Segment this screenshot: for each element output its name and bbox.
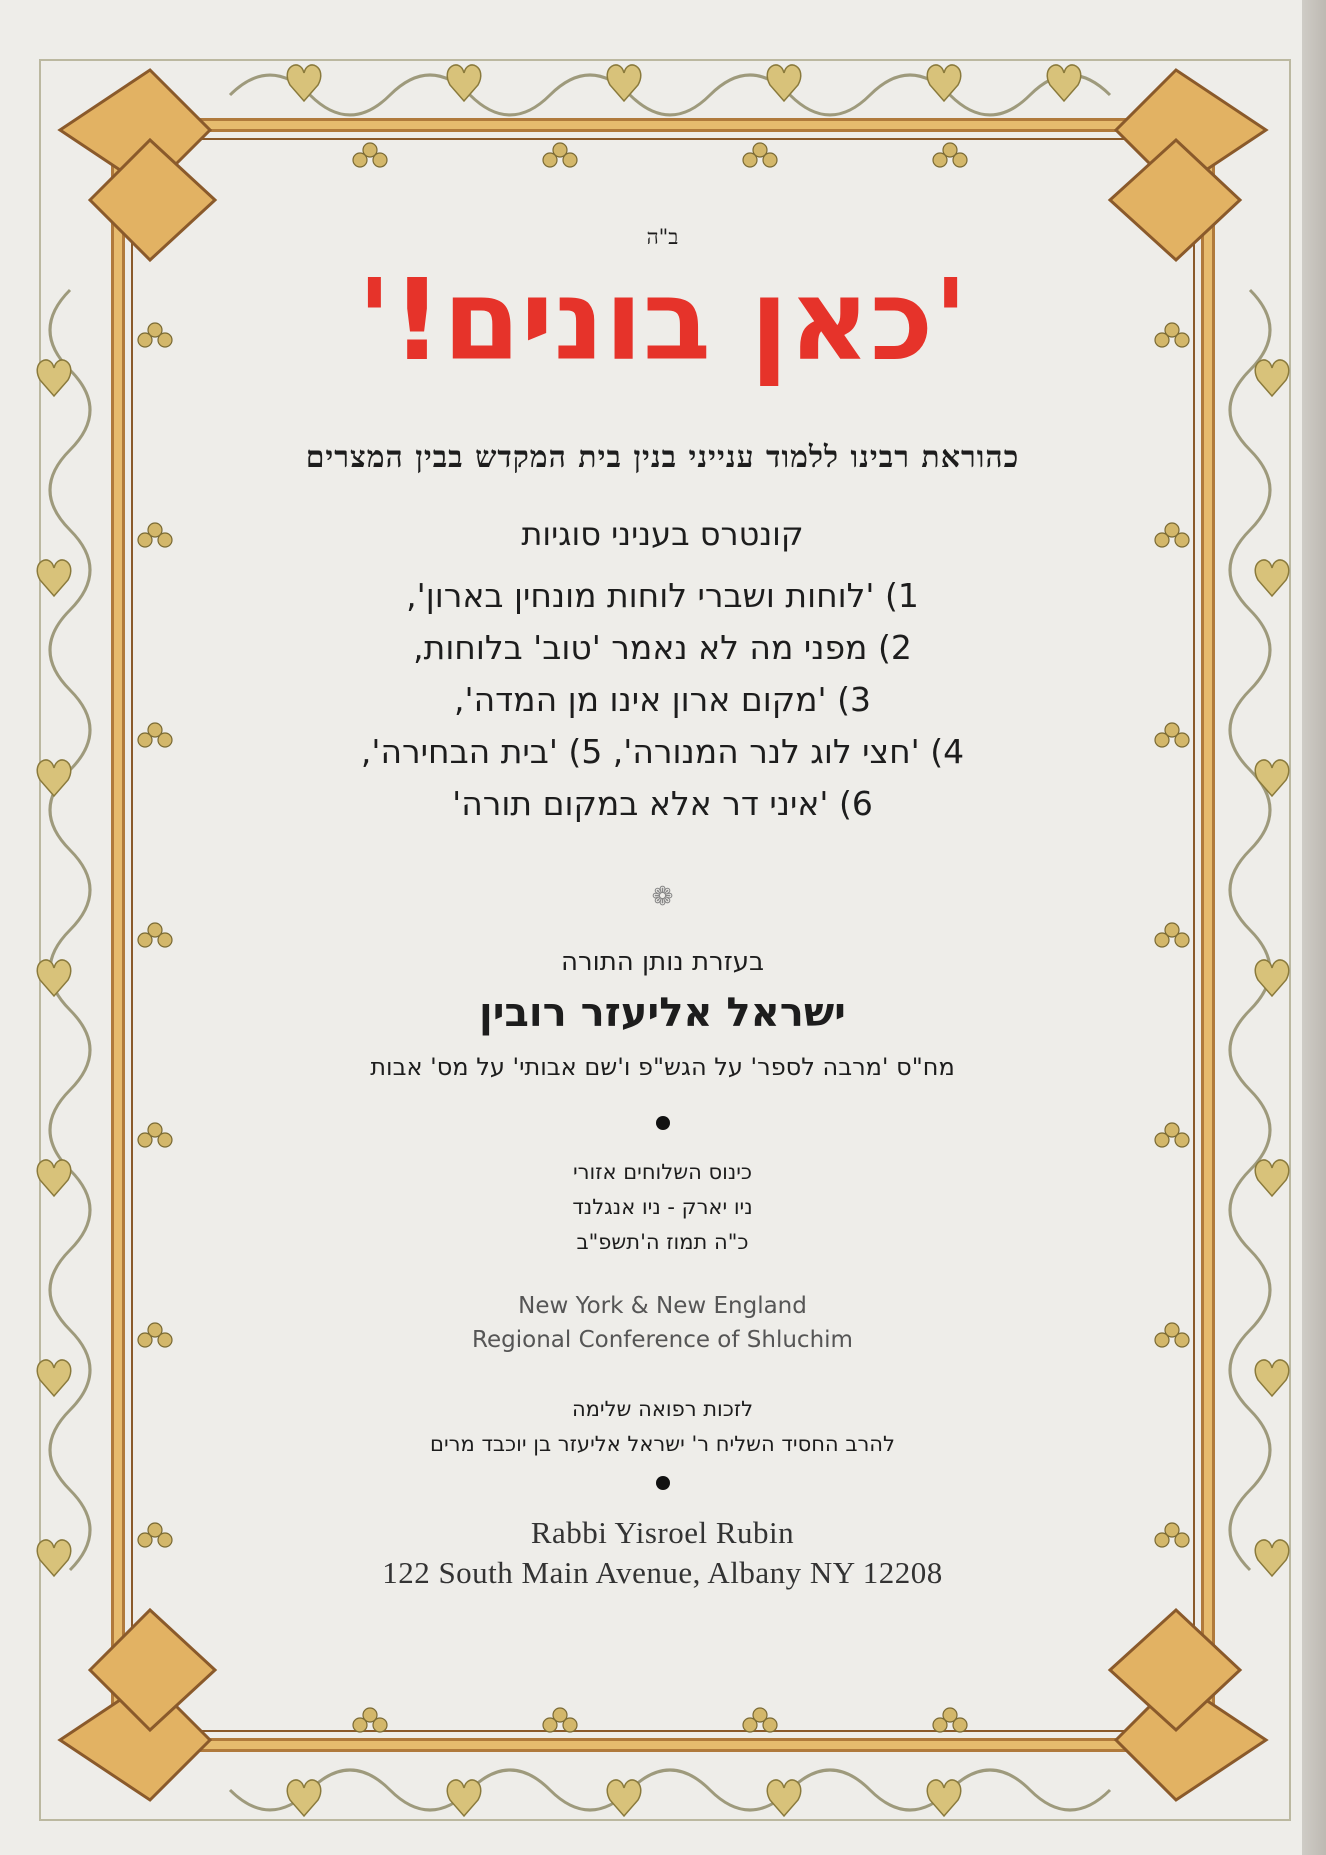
- topic-item: 3) 'מקום ארון אינו מן המדה',: [454, 680, 871, 719]
- dedication-line-2: להרב החסיד השליח ר' ישראל אליעזר בן יוכבד מרים: [430, 1432, 895, 1456]
- topic-item: 2) מפני מה לא נאמר 'טוב' בלוחות,: [413, 628, 912, 667]
- topic-item: 4) 'חצי לוג לנר המנורה', 5) 'בית הבחירה',: [360, 732, 965, 771]
- event-line-1: כינוס השלוחים אזורי: [572, 1160, 753, 1184]
- flower-divider-icon: ❁: [651, 882, 674, 912]
- author-name: ישראל אליעזר רובין: [479, 990, 846, 1036]
- address-name: Rabbi Yisroel Rubin: [530, 1515, 795, 1550]
- author-credits: מח"ס 'מרבה לספר' על הגש"פ ו'שם אבותי' על מס' אבות: [370, 1053, 955, 1081]
- help-label: בעזרת נותן התורה: [560, 947, 765, 977]
- subtitle: כהוראת רבינו ללמוד ענייני בנין בית המקדש בבין המצרים: [305, 440, 1020, 475]
- topic-item: 6) 'איני דר אלא במקום תורה': [452, 784, 873, 823]
- bullet-divider: [656, 1116, 670, 1130]
- corner-ornament-bottom-right: [1110, 1610, 1266, 1800]
- event-date: כ"ה תמוז ה'תשפ"ב: [576, 1230, 749, 1254]
- event-line-2: ניו יארק - ניו אנגלנד: [572, 1195, 753, 1219]
- dedication-line-1: לזכות רפואה שלימה: [571, 1397, 754, 1421]
- english-line-2: Regional Conference of Shluchim: [472, 1327, 853, 1353]
- corner-ornament-bottom-left: [60, 1610, 215, 1800]
- document-content: [170, 225, 1155, 1605]
- booklet-title: קונטרס בעניני סוגיות: [521, 515, 804, 553]
- bullet-divider: [656, 1476, 670, 1490]
- topic-item: 1) 'לוחות ושברי לוחות מונחין בארון',: [406, 576, 919, 615]
- page-title: 'כאן בונים!': [357, 256, 968, 386]
- address-street: 122 South Main Avenue, Albany NY 12208: [382, 1555, 943, 1590]
- topics-list: [170, 570, 1155, 830]
- bh-header: ב"ה: [646, 225, 679, 249]
- english-line-1: New York & New England: [518, 1293, 807, 1319]
